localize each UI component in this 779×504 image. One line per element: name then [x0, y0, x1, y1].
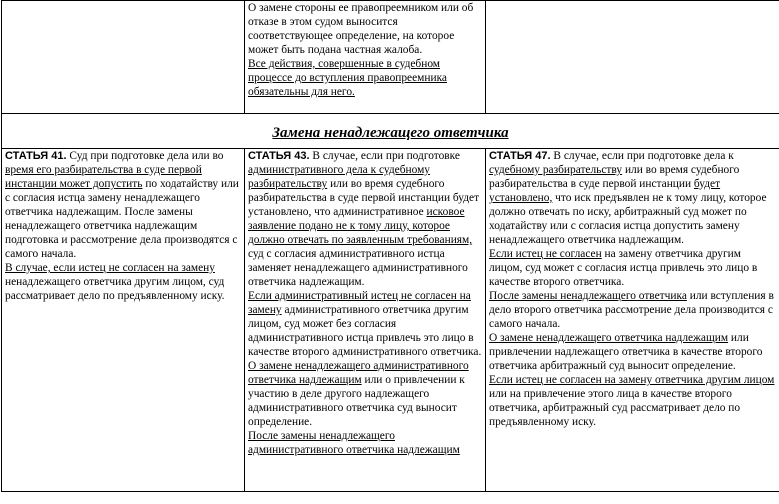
administrative-procedure-cell: [245, 149, 486, 492]
civil-procedure-cell: [2, 149, 245, 492]
table-cell-top-middle: [245, 1, 486, 114]
article-41-paragraph-2: В случае, если истец не согласен на замену ненадлежащего ответчика другим лицом, суд рассматривает дело по предъявленному иску.: [5, 262, 225, 302]
table-cell-top-right: [486, 1, 779, 114]
section-title: Замена ненадлежащего ответчика: [272, 125, 509, 141]
arbitration-procedure-cell: [486, 149, 779, 492]
succession-binding-paragraph: Все действия, совершенные в судебном процессе до вступления правопреемника обязательны для него.: [248, 58, 447, 98]
article-47-paragraph-1: СТАТЬЯ 47. В случае, если при подготовке дела к судебному разбирательству или во время судебного разбирательства в суде первой инстанции будет установлено, что иск предъявлен не к тому лицу, которое должно отвечать по иску, арбитражный суд может по ходатайству или с согласия истца допустить замену ненадлежащего ответчика надлежащим.: [489, 150, 767, 246]
section-title-cell: [2, 114, 779, 149]
succession-ruling-paragraph: О замене стороны ее правопреемником или об отказе в этом судом выносится соответствующее определение, на которое может быть подана частная жалоба.: [248, 2, 474, 56]
article-47-paragraph-4: О замене ненадлежащего ответчика надлежащим или привлечении надлежащего ответчика в качестве второго ответчика арбитражный суд выносит определение.: [489, 332, 763, 372]
table-row-main: [2, 149, 779, 492]
article-47-paragraph-5: Если истец не согласен на замену ответчика другим лицом или на привлечение этого лица в качестве второго ответчика, арбитражный суд рассматривает дело по предъявленному иску.: [489, 374, 775, 428]
article-47-heading: СТАТЬЯ 47.: [489, 150, 551, 162]
comparison-table: [1, 0, 779, 492]
article-43-paragraph-3: О замене ненадлежащего административного ответчика надлежащим или о привлечении к участию в деле другого надлежащего административного ответчика суд выносит определение.: [248, 360, 469, 428]
article-41-paragraph-1: СТАТЬЯ 41. Суд при подготовке дела или во время его разбирательства в суде первой инстанции может допустить по ходатайству или с согласия истца замену ненадлежащего ответчика надлежащим. После замены ненадлежащего ответчика надлежащим подготовка и рассмотрение дела производятся с самого начала.: [5, 150, 239, 260]
article-43-paragraph-4: После замены ненадлежащего административного ответчика надлежащим: [248, 430, 460, 456]
table-row-top: [2, 1, 779, 114]
article-47-paragraph-3: После замены ненадлежащего ответчика или вступления в дело второго ответчика рассмотрение дела производится с самого начала.: [489, 290, 774, 330]
article-43-heading: СТАТЬЯ 43.: [248, 150, 310, 162]
article-47-paragraph-2: Если истец не согласен на замену ответчика другим лицом, суд может с согласия истца привлечь это лицо в качестве второго ответчика.: [489, 248, 758, 288]
article-43-paragraph-1: СТАТЬЯ 43. В случае, если при подготовке административного дела к судебному разбирательству или во время судебного разбирательства в суде первой инстанции будет установлено, что административное исковое заявление подано не к тому лицу, которое должно отвечать по заявленным требованиям, суд с согласия административного истца заменяет ненадлежащего административного ответчика надлежащим.: [248, 150, 480, 288]
article-43-paragraph-2: Если административный истец не согласен на замену административного ответчика другим лицом, суд может без согласия административного истца привлечь это лицо в качестве второго административного ответчика.: [248, 290, 482, 358]
table-row-title: [2, 114, 779, 149]
article-41-heading: СТАТЬЯ 41.: [5, 150, 67, 162]
table-cell-top-left: [2, 1, 245, 114]
